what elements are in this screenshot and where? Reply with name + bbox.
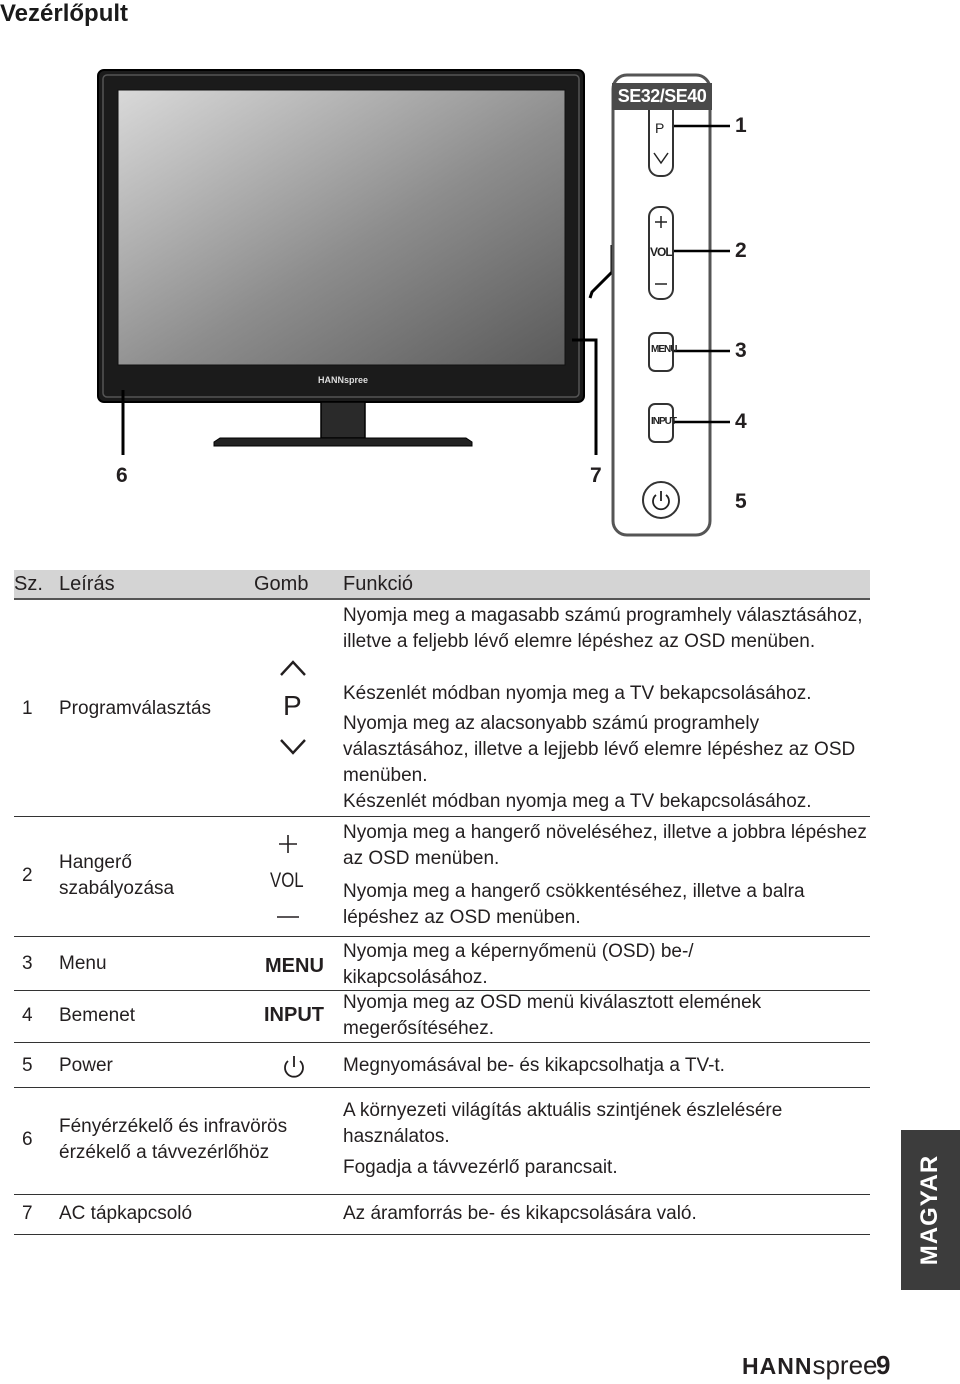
function-text: Az áramforrás be- és kikapcsolására való. [343,1203,697,1224]
row-desc-line2: érzékelő a távvezérlőhöz [59,1142,270,1163]
row-desc: Bemenet [59,1005,136,1026]
function-text: Nyomja meg az OSD menü kiválasztott elemének megerősítéséhez. [343,992,762,1039]
footer-brand-light: spree [812,1350,878,1380]
function-text: Fogadja a távvezérlő parancsait. [343,1157,618,1178]
function-text: Készenlét módban nyomja meg a TV bekapcsolásához. [343,683,812,704]
row-desc: AC tápkapcsoló [59,1203,193,1224]
plus-icon [277,833,299,855]
row-no: 2 [22,865,33,886]
callout-1: 1 [735,114,747,137]
panel-input-label: INPUT [651,416,676,427]
row-divider [14,936,870,937]
panel-p-label: P [655,120,665,136]
row-desc-line2: szabályozása [59,878,175,899]
callout-7: 7 [590,464,602,487]
row-desc: Power [59,1055,113,1076]
row-no: 5 [22,1055,33,1076]
row-no: 4 [22,1005,33,1026]
button-vol-label: VOL [270,869,304,892]
callout-6: 6 [116,464,128,487]
page-number: 9 [876,1350,891,1380]
panel-vol-label: VOL [650,245,672,259]
row-divider [14,1234,870,1235]
row-desc-line1: Fényérzékelő és infravörös [59,1116,288,1137]
callout-4: 4 [735,410,747,433]
function-text: Nyomja meg az alacsonyabb számú programhely választásához, illetve a lejjebb lévő elemre lépéshez az OSD menüben. [343,713,856,786]
minus-icon [276,914,300,920]
row-no: 6 [22,1129,33,1150]
function-text: A környezeti világítás aktuális szintjének észlelésére használatos. [343,1100,783,1147]
row-no: 1 [22,698,33,719]
button-input-label: INPUT [264,1004,324,1026]
down-arrow-icon [278,737,308,757]
function-text: Megnyomásával be- és kikapcsolhatja a TV-t. [343,1055,725,1076]
footer-brand-logo [742,1350,878,1381]
tv-illustration [0,40,960,550]
header-function: Funkció [343,573,414,595]
button-p-label: P [283,690,302,721]
row-desc-line1: Hangerő [59,852,132,873]
power-icon [281,1054,307,1080]
page-title: Vezérlőpult [0,0,129,27]
callout-2: 2 [735,239,747,262]
row-desc: Programválasztás [59,698,212,719]
header-desc: Leírás [59,573,115,595]
table-header [14,570,870,600]
row-divider [14,1042,870,1043]
function-text: Nyomja meg a hangerő csökkentéséhez, illetve a balra lépéshez az OSD menüben. [343,881,805,928]
header-button: Gomb [254,573,309,595]
up-arrow-icon [278,658,308,678]
callout-3: 3 [735,339,747,362]
row-no: 3 [22,953,33,974]
row-divider [14,816,870,817]
header-no: Sz. [14,573,43,595]
footer-brand-bold: HANN [742,1353,813,1379]
callout-5: 5 [735,490,747,513]
model-badge: SE32/SE40 [612,83,712,110]
row-divider [14,1194,870,1195]
row-desc: Menu [59,953,107,974]
row-divider [14,1087,870,1088]
function-text: Készenlét módban nyomja meg a TV bekapcsolásához. [343,791,812,812]
language-tab-label: MAGYAR [916,1154,944,1266]
control-panel-diagram [0,40,960,550]
function-text: Nyomja meg a magasabb számú programhely választásához, illetve a feljebb lévő elemre lépéshez az OSD menüben. [343,605,863,652]
tv-brand-logo: HANNspree [318,375,369,385]
panel-menu-label: MENU [651,344,677,355]
function-text: Nyomja meg a hangerő növeléséhez, illetve a jobbra lépéshez az OSD menüben. [343,822,867,869]
button-menu-label: MENU [265,955,324,977]
function-text: Nyomja meg a képernyőmenü (OSD) be-/ kikapcsolásához. [343,941,694,988]
row-no: 7 [22,1203,33,1224]
language-tab [901,1130,960,1290]
